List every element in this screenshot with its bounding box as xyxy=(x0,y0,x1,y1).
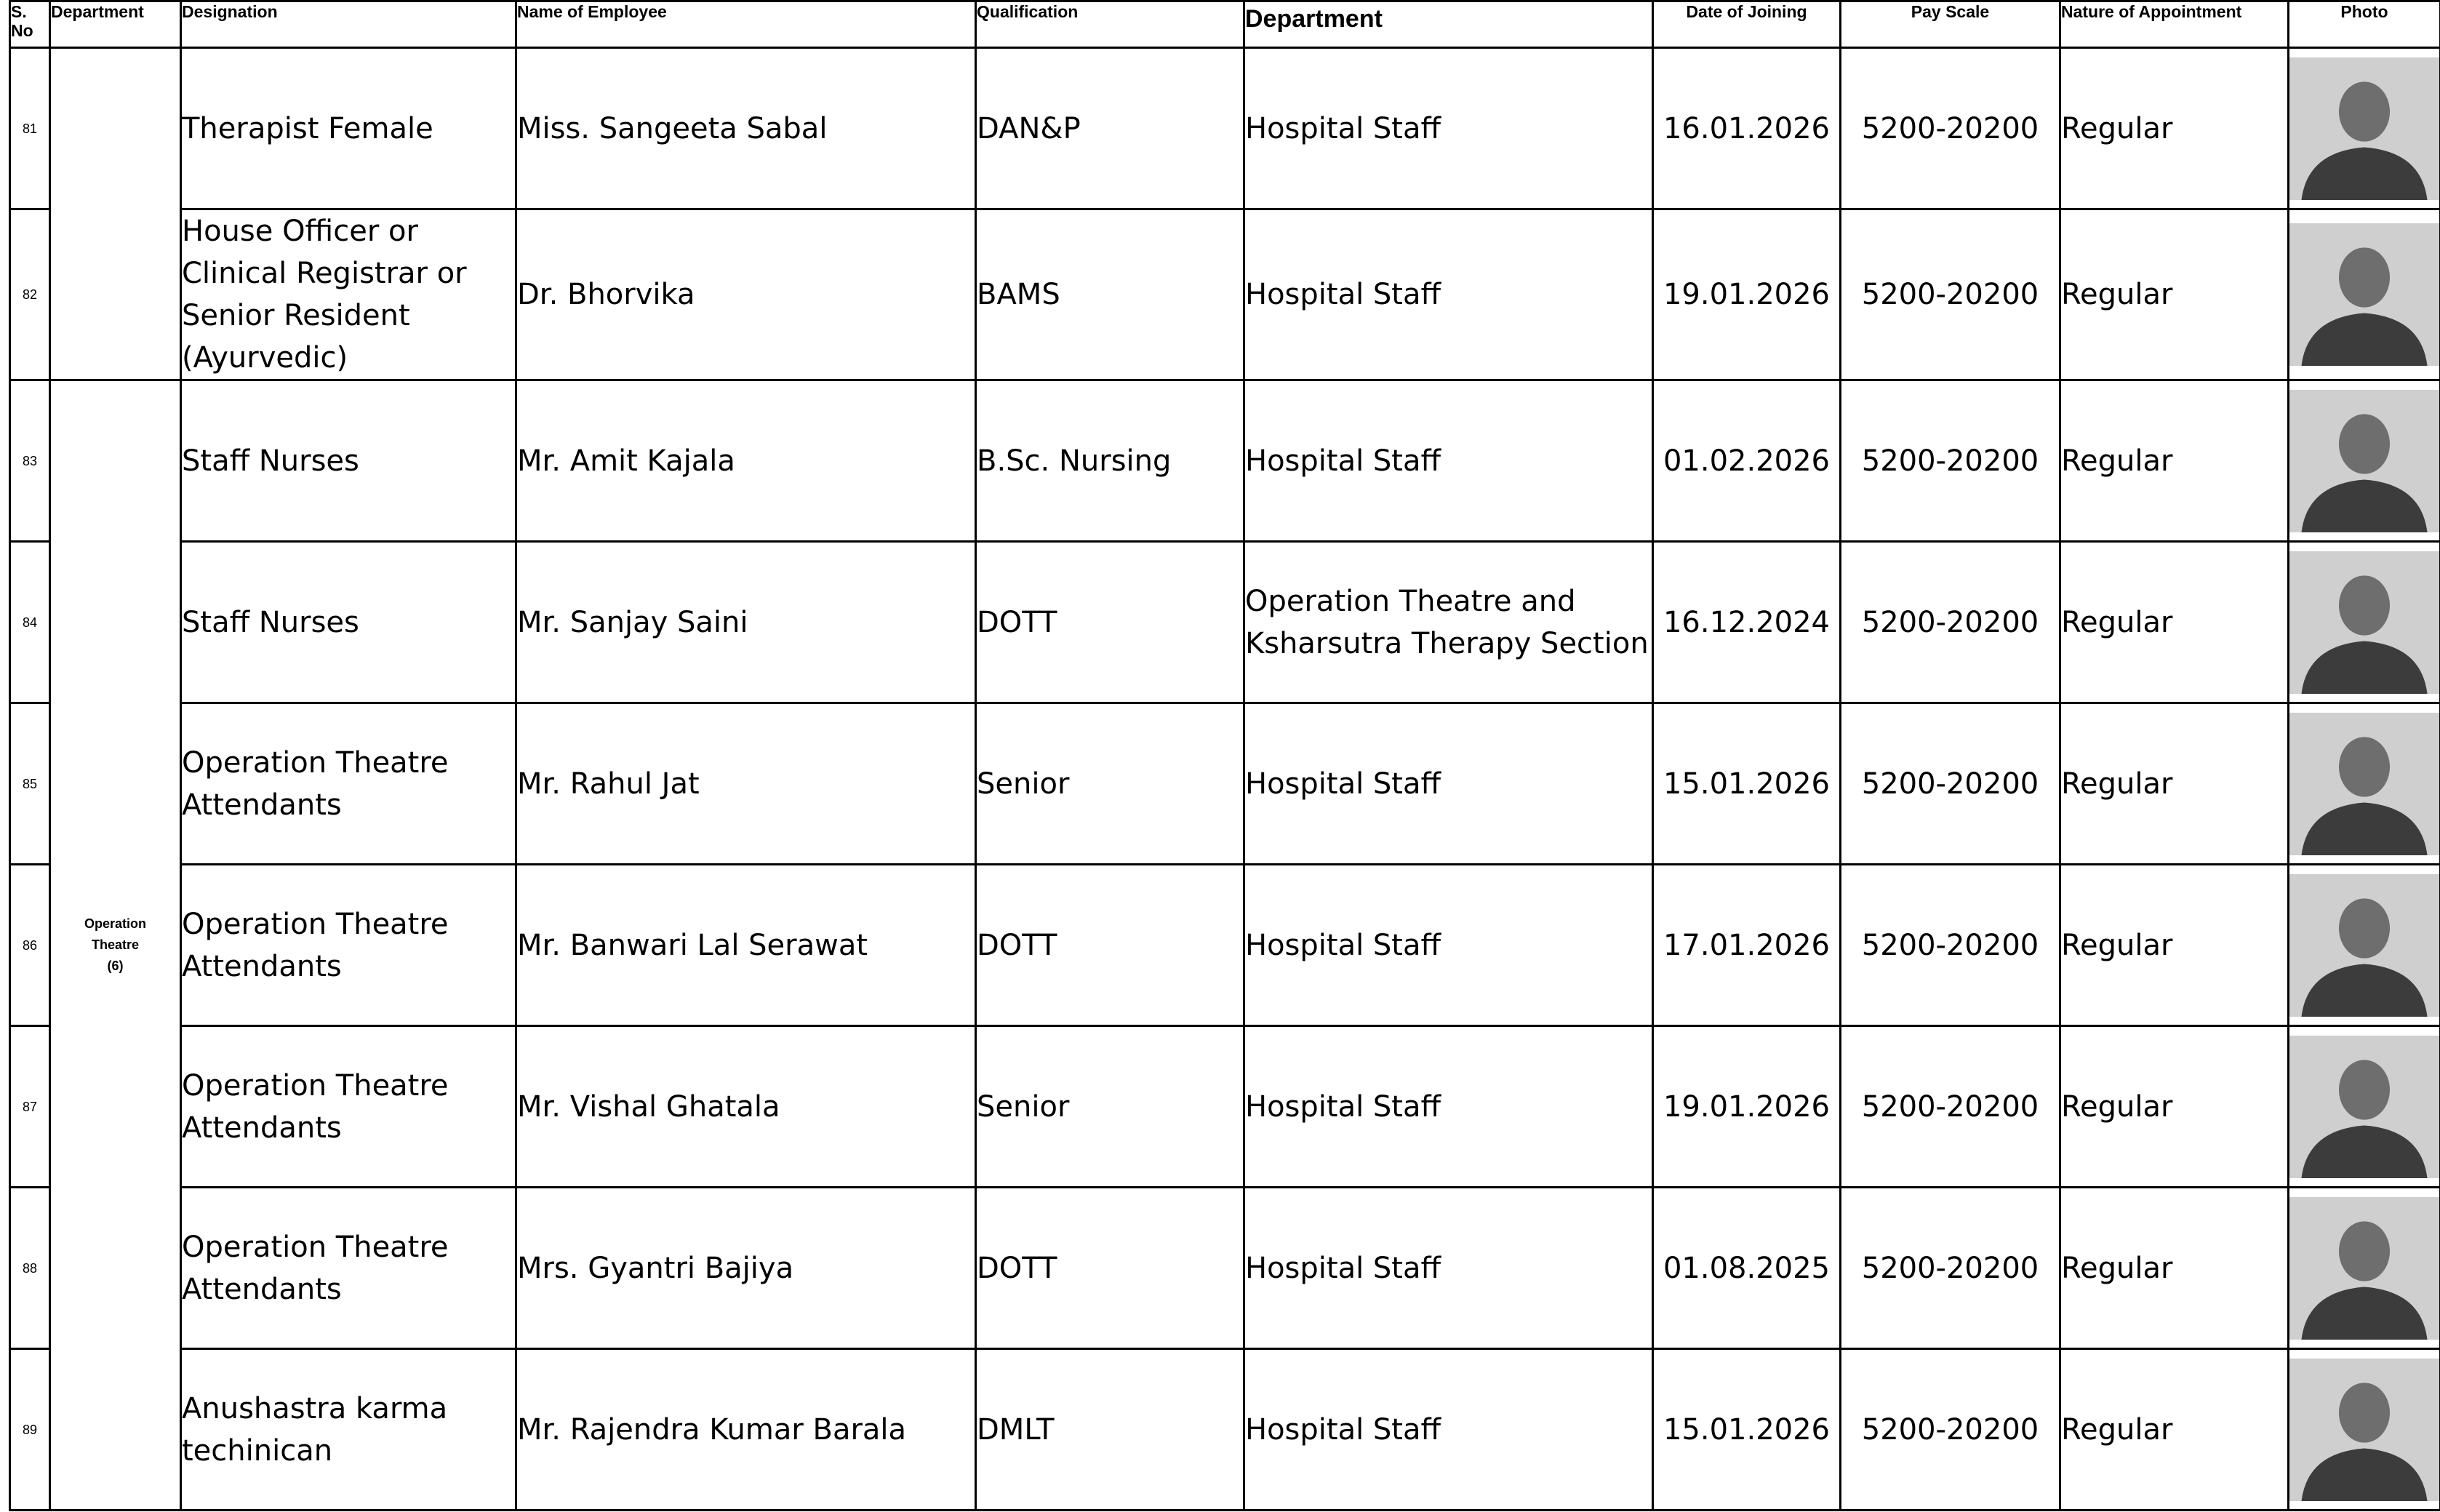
employee-photo-icon xyxy=(2289,713,2439,855)
qualification-cell: Senior xyxy=(976,703,1244,865)
table-row xyxy=(10,1026,2440,1188)
employee-photo-icon xyxy=(2289,57,2439,200)
department-cell: Hospital Staff xyxy=(1244,865,1653,1026)
header-department: Department xyxy=(50,1,181,48)
qualification-cell: DOTT xyxy=(976,1188,1244,1349)
serial-number-cell: 87 xyxy=(10,1026,50,1188)
table-row xyxy=(10,48,2440,209)
employee-photo-icon xyxy=(2289,1197,2439,1340)
header-row xyxy=(10,1,2440,48)
date-of-joining-cell: 19.01.2026 xyxy=(1653,1026,1841,1188)
header-nature: Nature of Appointment xyxy=(2060,1,2289,48)
header-name: Name of Employee xyxy=(516,1,976,48)
designation-cell: Operation Theatre Attendants xyxy=(181,703,516,865)
header-doj: Date of Joining xyxy=(1653,1,1841,48)
header-pay-scale: Pay Scale xyxy=(1841,1,2060,48)
photo-cell xyxy=(2289,209,2440,380)
pay-scale-cell: 5200-20200 xyxy=(1841,380,2060,542)
qualification-cell: DMLT xyxy=(976,1349,1244,1511)
employee-name-cell: Mr. Rajendra Kumar Barala xyxy=(516,1349,976,1511)
employee-name-cell: Mrs. Gyantri Bajiya xyxy=(516,1188,976,1349)
qualification-cell: Senior xyxy=(976,1026,1244,1188)
serial-number-cell: 84 xyxy=(10,542,50,703)
department-cell: Hospital Staff xyxy=(1244,1349,1653,1511)
serial-number-cell: 83 xyxy=(10,380,50,542)
serial-number-cell: 89 xyxy=(10,1349,50,1511)
table-row xyxy=(10,703,2440,865)
designation-cell: Anushastra karma techinican xyxy=(181,1349,516,1511)
date-of-joining-cell: 15.01.2026 xyxy=(1653,1349,1841,1511)
employee-name-cell: Miss. Sangeeta Sabal xyxy=(516,48,976,209)
employee-name-cell: Mr. Banwari Lal Serawat xyxy=(516,865,976,1026)
date-of-joining-cell: 16.12.2024 xyxy=(1653,542,1841,703)
photo-cell xyxy=(2289,1188,2440,1349)
employee-name-cell: Mr. Vishal Ghatala xyxy=(516,1026,976,1188)
nature-of-appointment-cell: Regular xyxy=(2060,703,2289,865)
nature-of-appointment-cell: Regular xyxy=(2060,1188,2289,1349)
photo-cell xyxy=(2289,1349,2440,1511)
nature-of-appointment-cell: Regular xyxy=(2060,48,2289,209)
serial-number-cell: 82 xyxy=(10,209,50,380)
employee-photo-icon xyxy=(2289,1359,2439,1501)
header-sno: S. No xyxy=(10,1,50,48)
department-cell-blank xyxy=(50,48,181,380)
serial-number-cell: 86 xyxy=(10,865,50,1026)
nature-of-appointment-cell: Regular xyxy=(2060,865,2289,1026)
pay-scale-cell: 5200-20200 xyxy=(1841,1349,2060,1511)
department-group-label: (6) xyxy=(107,959,124,973)
photo-cell xyxy=(2289,48,2440,209)
pay-scale-cell: 5200-20200 xyxy=(1841,542,2060,703)
employee-photo-icon xyxy=(2289,1036,2439,1178)
employee-photo-icon xyxy=(2289,874,2439,1017)
employee-photo-icon xyxy=(2289,390,2439,532)
nature-of-appointment-cell: Regular xyxy=(2060,542,2289,703)
pay-scale-cell: 5200-20200 xyxy=(1841,209,2060,380)
nature-of-appointment-cell: Regular xyxy=(2060,1026,2289,1188)
nature-of-appointment-cell: Regular xyxy=(2060,380,2289,542)
photo-cell xyxy=(2289,542,2440,703)
employee-photo-icon xyxy=(2289,551,2439,694)
header-department-2: Department xyxy=(1244,1,1653,48)
qualification-cell: DOTT xyxy=(976,865,1244,1026)
department-group-cell xyxy=(50,380,181,1511)
date-of-joining-cell: 15.01.2026 xyxy=(1653,703,1841,865)
designation-cell: Operation Theatre Attendants xyxy=(181,1026,516,1188)
header-designation: Designation xyxy=(181,1,516,48)
qualification-cell: B.Sc. Nursing xyxy=(976,380,1244,542)
qualification-cell: DOTT xyxy=(976,542,1244,703)
department-cell: Hospital Staff xyxy=(1244,1188,1653,1349)
employee-name-cell: Mr. Sanjay Saini xyxy=(516,542,976,703)
pay-scale-cell: 5200-20200 xyxy=(1841,865,2060,1026)
employee-name-cell: Dr. Bhorvika xyxy=(516,209,976,380)
department-cell: Hospital Staff xyxy=(1244,48,1653,209)
table-row xyxy=(10,209,2440,380)
employee-name-cell: Mr. Amit Kajala xyxy=(516,380,976,542)
nature-of-appointment-cell: Regular xyxy=(2060,1349,2289,1511)
serial-number-cell: 85 xyxy=(10,703,50,865)
photo-cell xyxy=(2289,703,2440,865)
qualification-cell: DAN&P xyxy=(976,48,1244,209)
designation-cell: House Officer or Clinical Registrar or Senior Resident (Ayurvedic) xyxy=(181,209,516,380)
header-photo: Photo xyxy=(2289,1,2440,48)
department-cell: Operation Theatre and Ksharsutra Therapy Section xyxy=(1244,542,1653,703)
table-body xyxy=(10,48,2440,1511)
designation-cell: Therapist Female xyxy=(181,48,516,209)
photo-cell xyxy=(2289,380,2440,542)
department-cell: Hospital Staff xyxy=(1244,1026,1653,1188)
designation-cell: Operation Theatre Attendants xyxy=(181,865,516,1026)
header-qualification: Qualification xyxy=(976,1,1244,48)
department-cell: Hospital Staff xyxy=(1244,209,1653,380)
staff-table xyxy=(9,0,2440,1511)
date-of-joining-cell: 01.08.2025 xyxy=(1653,1188,1841,1349)
date-of-joining-cell: 17.01.2026 xyxy=(1653,865,1841,1026)
date-of-joining-cell: 16.01.2026 xyxy=(1653,48,1841,209)
date-of-joining-cell: 19.01.2026 xyxy=(1653,209,1841,380)
photo-cell xyxy=(2289,865,2440,1026)
table-row xyxy=(10,1349,2440,1511)
pay-scale-cell: 5200-20200 xyxy=(1841,1026,2060,1188)
designation-cell: Staff Nurses xyxy=(181,542,516,703)
designation-cell: Staff Nurses xyxy=(181,380,516,542)
employee-photo-icon xyxy=(2289,223,2439,366)
pay-scale-cell: 5200-20200 xyxy=(1841,48,2060,209)
department-cell: Hospital Staff xyxy=(1244,703,1653,865)
table-row xyxy=(10,542,2440,703)
serial-number-cell: 81 xyxy=(10,48,50,209)
serial-number-cell: 88 xyxy=(10,1188,50,1349)
employee-name-cell: Mr. Rahul Jat xyxy=(516,703,976,865)
date-of-joining-cell: 01.02.2026 xyxy=(1653,380,1841,542)
department-group-label: Theatre xyxy=(91,937,140,952)
table-row xyxy=(10,380,2440,542)
department-cell: Hospital Staff xyxy=(1244,380,1653,542)
table-row xyxy=(10,1188,2440,1349)
designation-cell: Operation Theatre Attendants xyxy=(181,1188,516,1349)
pay-scale-cell: 5200-20200 xyxy=(1841,1188,2060,1349)
pay-scale-cell: 5200-20200 xyxy=(1841,703,2060,865)
nature-of-appointment-cell: Regular xyxy=(2060,209,2289,380)
qualification-cell: BAMS xyxy=(976,209,1244,380)
photo-cell xyxy=(2289,1026,2440,1188)
department-group-label: Operation xyxy=(84,916,146,931)
table-row xyxy=(10,865,2440,1026)
